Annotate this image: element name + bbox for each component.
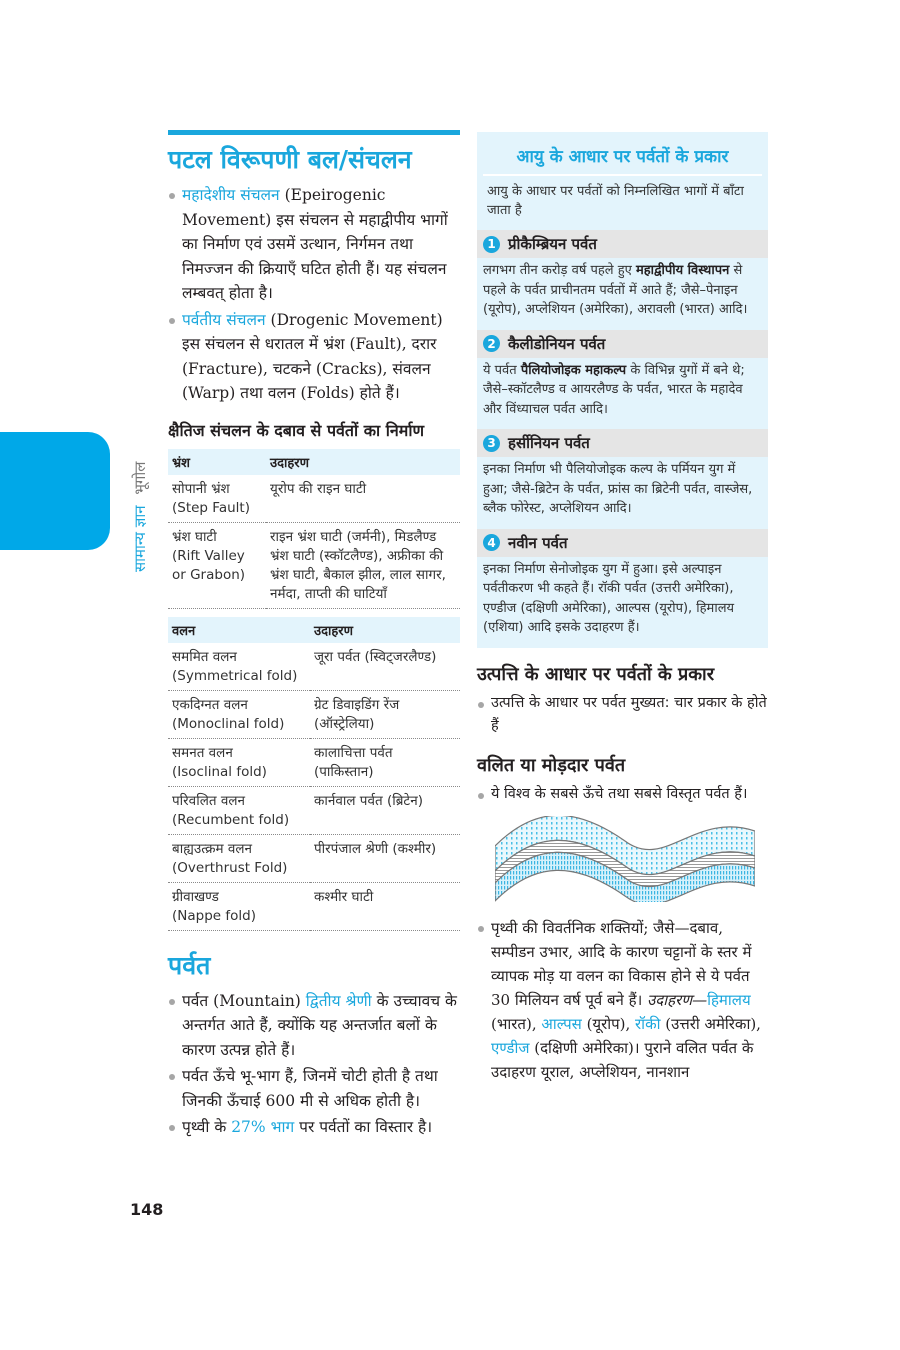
fold-bullets bbox=[477, 783, 768, 807]
fold-mountain-heading: वलित या मोड़दार पर्वत bbox=[477, 754, 626, 776]
body-text: से पहले के पर्वत प्राचीनतम पर्वतों में आते हैं; जैसे–पेनाइन (यूरोप), अप्लेशियन (अमेरिका), अरावली (भारत) आदि। bbox=[483, 263, 748, 317]
subheading-horizontal-movement: क्षैतिज संचलन के दबाव से पर्वतों का निर्माण bbox=[168, 420, 425, 440]
mountain-section-title: पर्वत bbox=[168, 950, 211, 980]
folded-strata-illustration bbox=[495, 816, 755, 902]
bullet-text: पर्वत ऊँचे भू-भाग हैं, जिनमें चोटी होती है तथा जिनकी ऊँचाई 600 मी से अधिक होती है। bbox=[182, 1067, 438, 1110]
bold-term: पैलियोजोइक महाकल्प bbox=[520, 362, 627, 378]
table-row bbox=[168, 643, 460, 691]
box-intro: आयु के आधार पर पर्वतों को निम्नलिखित भागों में बाँटा जाता है bbox=[487, 184, 744, 218]
term-highlight: पर्वतीय संचलन bbox=[182, 310, 266, 329]
origin-bullets bbox=[477, 692, 768, 739]
name-hi: भ्रंश घाटी bbox=[172, 528, 217, 545]
bullet-text: पृथ्वी के bbox=[182, 1118, 232, 1136]
cell-example: यूरोप की राइन घाटी bbox=[266, 475, 460, 523]
name-en: (Step Fault) bbox=[172, 499, 250, 516]
term-highlight: 27% भाग bbox=[231, 1118, 295, 1136]
bullet-text: पृथ्वी की विवर्तनिक शक्तियों; जैसे—दबाव, सम्पीडन उभार, आदि के कारण चट्टानों के स्तर में व्यापक मोड़ या वलन का विकास होने से ये पर्वत 30 मिलियन वर्ष पूर्व बने हैं। bbox=[491, 919, 752, 1009]
item-heading bbox=[477, 529, 768, 557]
box-title: आयु के आधार पर पर्वतों के प्रकार bbox=[516, 147, 729, 167]
table-row bbox=[168, 786, 460, 834]
number-badge-icon: 4 bbox=[483, 534, 500, 551]
right-column bbox=[477, 132, 768, 1086]
bullet-text: (Epeirogenic Movement) इस संचलन से महाद्वीपीय भागों का निर्माण एवं उसमें उत्थान, निर्गमन तथा निमज्जन की क्रियाएँ घटित होती हैं। यह संचलन लम्बवत् होता है। bbox=[182, 186, 448, 302]
item-title: प्रीकैम्ब्रियन पर्वत bbox=[508, 235, 597, 253]
name-en: (Symmetrical fold) bbox=[172, 667, 298, 684]
term-highlight: आल्पस bbox=[541, 1015, 582, 1033]
item-body bbox=[477, 258, 768, 330]
name-hi: सोपानी भ्रंश bbox=[172, 480, 230, 497]
number-badge-icon: 2 bbox=[483, 335, 500, 352]
term-highlight: महादेशीय संचलन bbox=[182, 186, 280, 204]
name-en: (Overthrust Fold) bbox=[172, 859, 288, 876]
bullet-text: (दक्षिणी अमेरिका)। पुराने वलित पर्वत के उदाहरण यूराल, अप्लेशियन, नानशान bbox=[491, 1039, 754, 1081]
number-badge-icon: 3 bbox=[483, 435, 500, 452]
movement-bullets bbox=[168, 183, 460, 406]
term-highlight: द्वितीय श्रेणी bbox=[305, 991, 372, 1010]
mountain-bullets bbox=[168, 989, 460, 1140]
section-top-rule bbox=[168, 130, 460, 135]
fold-detail-bullets bbox=[477, 916, 768, 1084]
bullet-item bbox=[168, 1064, 460, 1113]
bullet-epeirogenic bbox=[168, 183, 460, 306]
bullet-orogenic bbox=[168, 308, 460, 406]
name-hi: समनत वलन bbox=[172, 744, 233, 761]
cell-name bbox=[168, 475, 266, 523]
item-title: कैलीडोनियन पर्वत bbox=[508, 334, 606, 353]
table-row bbox=[168, 738, 460, 786]
term-highlight: एण्डीज bbox=[491, 1039, 530, 1057]
fold-table bbox=[168, 617, 460, 931]
cell-name bbox=[168, 690, 310, 738]
item-body bbox=[477, 358, 768, 430]
fault-table bbox=[168, 449, 460, 609]
bullet-text: पर्वत (Mountain) bbox=[182, 991, 306, 1010]
body-text: लगभग तीन करोड़ वर्ष पहले हुए bbox=[483, 263, 636, 278]
body-text: ये पर्वत bbox=[483, 362, 521, 378]
cell-example: जूरा पर्वत (स्विट्जरलैण्ड) bbox=[310, 643, 460, 691]
item-heading bbox=[477, 429, 768, 457]
col-header: उदाहरण bbox=[266, 449, 460, 475]
term-highlight: हिमालय bbox=[707, 991, 751, 1009]
chapter-side-tab bbox=[0, 432, 110, 550]
col-header: भ्रंश bbox=[168, 449, 266, 475]
page-number: 148 bbox=[130, 1200, 164, 1219]
cell-name bbox=[168, 643, 310, 691]
cell-example: पीरपंजाल श्रेणी (कश्मीर) bbox=[310, 834, 460, 882]
cell-name bbox=[168, 522, 266, 608]
item-heading bbox=[477, 230, 768, 258]
name-hi: सममित वलन bbox=[172, 648, 237, 665]
name-en: (Nappe fold) bbox=[172, 907, 256, 924]
name-en: (Recumbent fold) bbox=[172, 811, 290, 828]
cell-name bbox=[168, 882, 310, 930]
bullet-item bbox=[477, 916, 768, 1084]
subject-label: भूगोल bbox=[131, 461, 149, 495]
bullet-text: पर पर्वतों का विस्तार है। bbox=[294, 1118, 433, 1136]
name-hi: एकदिग्नत वलन bbox=[172, 696, 248, 713]
bullet-text: (यूरोप), bbox=[581, 1015, 636, 1033]
cell-example: कालाचित्ता पर्वत (पाकिस्तान) bbox=[310, 738, 460, 786]
left-column bbox=[168, 130, 460, 1142]
table-row bbox=[168, 834, 460, 882]
section-title: पटल विरूपणी बल/संचलन bbox=[168, 145, 412, 174]
bullet-text: (उत्तरी अमेरिका), bbox=[660, 1015, 761, 1033]
bullet-text: (Drogenic Movement) इस संचलन से धरातल में भ्रंश (Fault), दरार (Fracture), चटकने (Cracks), संवलन (Warp) तथा वलन (Folds) होते हैं। bbox=[182, 310, 443, 402]
table-row bbox=[168, 522, 460, 608]
table-row bbox=[168, 882, 460, 930]
item-title: हर्सीनियन पर्वत bbox=[508, 434, 590, 452]
body-text: इनका निर्माण सेनोजोइक युग में हुआ। इसे अल्पाइन पर्वतीकरण भी कहते हैं। रॉकी पर्वत (उत्तरी अमेरिका), एण्डीज (दक्षिणी अमेरिका), आल्पस (यूरोप), हिमालय (एशिया) आदि इसके उदाहरण हैं। bbox=[483, 561, 735, 635]
running-header-vertical bbox=[130, 462, 150, 572]
bold-term: महाद्वीपीय विस्थापन bbox=[635, 263, 730, 278]
item-body bbox=[477, 457, 768, 529]
item-body bbox=[477, 557, 768, 648]
cell-name bbox=[168, 834, 310, 882]
body-text: इनका निर्माण भी पैलियोजोइक कल्प के पर्मियन युग में हुआ; जैसे-ब्रिटेन के पर्वत, फ्रांस का ब्रिटेनी पर्वत, वास्जेस, ब्लैक फोरेस्ट, अप्लेशियन आदि। bbox=[483, 462, 753, 516]
cell-example: राइन भ्रंश घाटी (जर्मनी), मिडलैण्ड भ्रंश घाटी (स्कॉटलैण्ड), अफ्रीका की भ्रंश घाटी, बैकाल झील, लाल सागर, नर्मदा, ताप्ती की घाटियाँ bbox=[266, 522, 460, 608]
table-row bbox=[168, 475, 460, 523]
bullet-text: (भारत), bbox=[491, 1015, 542, 1033]
bullet-item: उत्पत्ति के आधार पर पर्वत मुख्यत: चार प्रकार के होते हैं bbox=[477, 692, 768, 739]
item-title: नवीन पर्वत bbox=[508, 533, 568, 552]
cell-example: ग्रेट डिवाइडिंग रेंज (ऑस्ट्रेलिया) bbox=[310, 690, 460, 738]
name-en: (Isoclinal fold) bbox=[172, 763, 267, 780]
name-hi: बाह्यउत्क्रम वलन bbox=[172, 840, 253, 857]
cell-example: कार्नवाल पर्वत (ब्रिटेन) bbox=[310, 786, 460, 834]
body-text: के विभिन्न युगों में बने थे; जैसे–स्कॉटलैण्ड व आयरलैण्ड के पर्वत, भारत के महादेव और विंध्याचल पर्वत आदि। bbox=[483, 362, 745, 417]
cell-example: कश्मीर घाटी bbox=[310, 882, 460, 930]
item-heading bbox=[477, 330, 768, 358]
term-highlight: रॉकी bbox=[635, 1015, 661, 1033]
book-title: सामान्य ज्ञान bbox=[131, 505, 149, 572]
bullet-item: ये विश्व के सबसे ऊँचे तथा सबसे विस्तृत पर्वत हैं। bbox=[477, 783, 768, 807]
col-header: उदाहरण bbox=[310, 617, 460, 643]
number-badge-icon: 1 bbox=[483, 236, 500, 253]
cell-name bbox=[168, 786, 310, 834]
name-hi: ग्रीवाखण्ड bbox=[172, 888, 219, 905]
col-header: वलन bbox=[168, 617, 310, 643]
bullet-text: के उच्चावच के अन्तर्गत आते हैं, क्योंकि यह अन्तर्जात बलों के कारण उत्पन्न होते हैं। bbox=[182, 991, 457, 1059]
name-en: (Rift Valley or Grabon) bbox=[172, 547, 246, 583]
example-label: उदाहरण— bbox=[647, 991, 708, 1009]
name-hi: परिवलित वलन bbox=[172, 792, 245, 809]
origin-types-heading: उत्पत्ति के आधार पर पर्वतों के प्रकार bbox=[477, 663, 715, 685]
cell-name bbox=[168, 738, 310, 786]
table-row bbox=[168, 690, 460, 738]
name-en: (Monoclinal fold) bbox=[172, 715, 285, 732]
age-types-box bbox=[477, 132, 768, 648]
bullet-item bbox=[168, 1115, 460, 1140]
bullet-item bbox=[168, 989, 460, 1063]
